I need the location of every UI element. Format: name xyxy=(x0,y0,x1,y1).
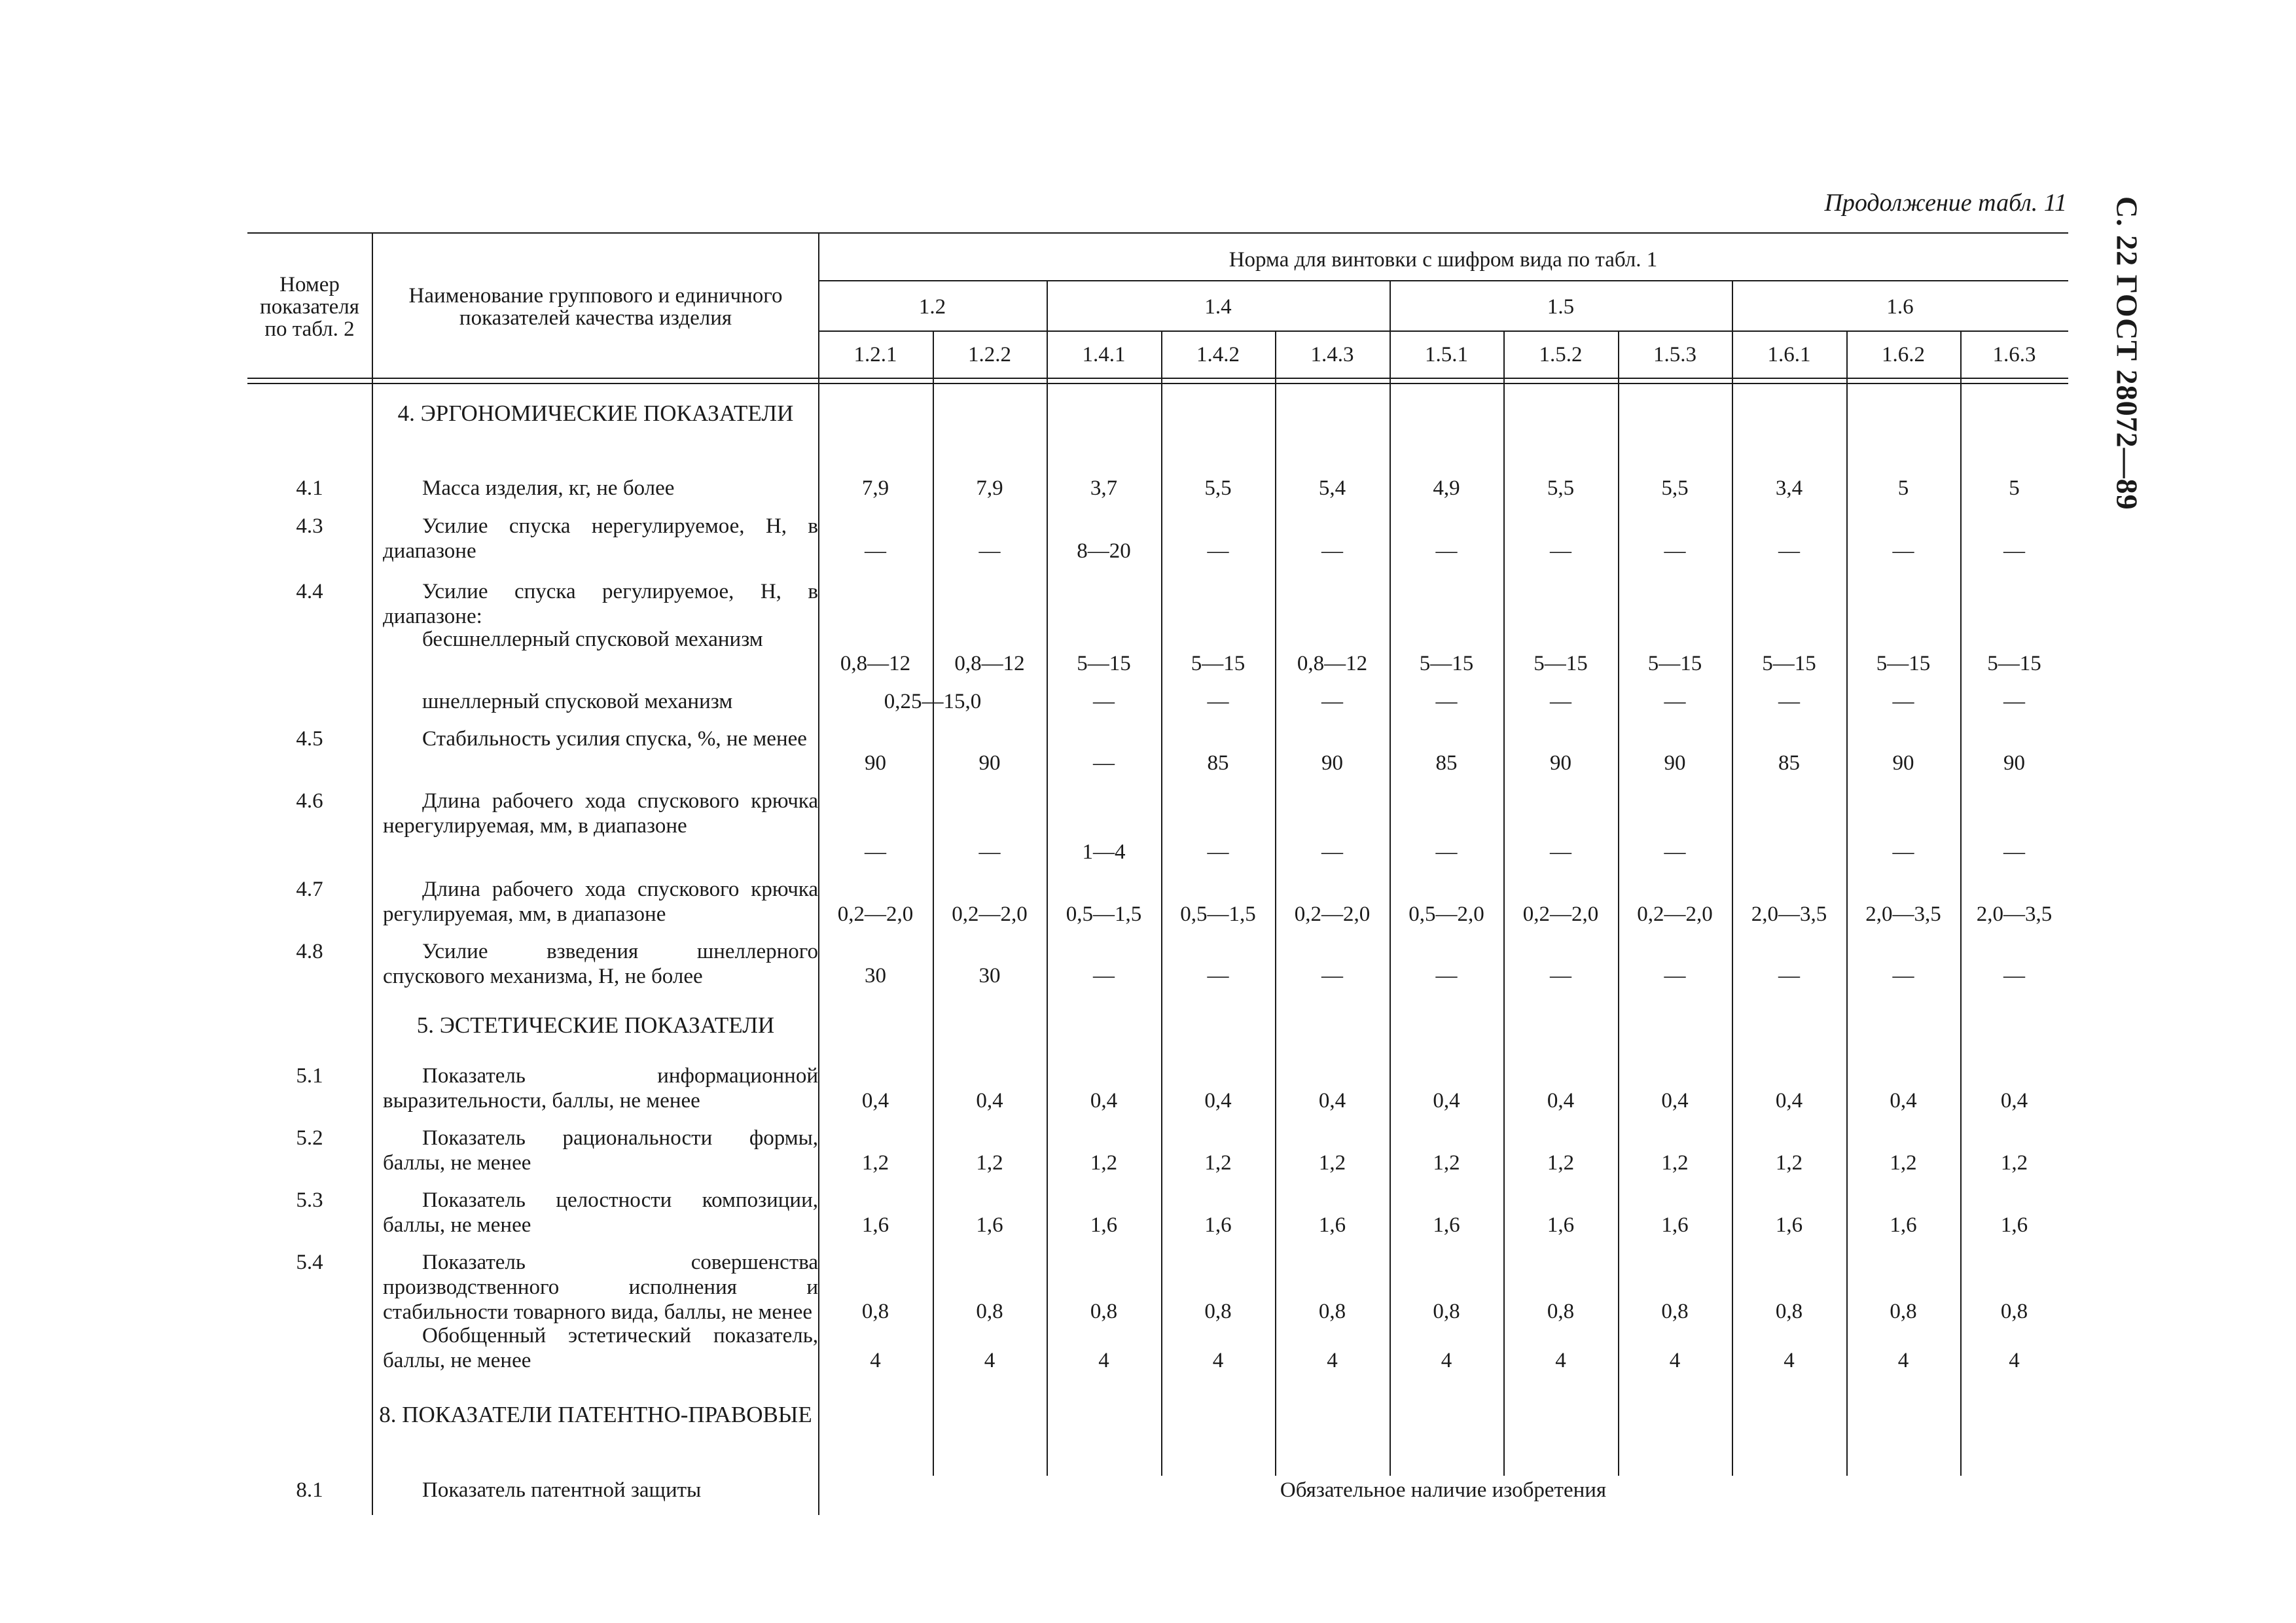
row-name: бесшнеллерный спусковой механизм xyxy=(422,628,763,651)
cell-value: 1,2 xyxy=(861,1151,889,1175)
cell-value: — xyxy=(1321,539,1343,563)
cell-value: 0,8 xyxy=(1661,1300,1689,1323)
cell-value: — xyxy=(978,539,1001,563)
cell-value: 85 xyxy=(1435,751,1458,775)
header-group-1.2: 1.2 xyxy=(918,295,946,319)
cell-value: 4 xyxy=(870,1349,881,1372)
cell-value: 1,2 xyxy=(976,1151,1003,1175)
cell-value: 0,4 xyxy=(1775,1089,1803,1113)
row-number: 5.2 xyxy=(296,1126,323,1150)
row-name: Масса изделия, кг, не более xyxy=(422,476,675,500)
cell-value: 1,6 xyxy=(976,1213,1003,1237)
cell-value: 0,4 xyxy=(1318,1089,1346,1113)
cell-value: 0,4 xyxy=(976,1089,1003,1113)
header-name-col: Наименование группового и единичного показателей качества изделия xyxy=(408,284,783,330)
cell-value: 0,2—2,0 xyxy=(1294,902,1371,926)
row-name: Показатель информационной выразительности, баллы, не менее xyxy=(383,1064,818,1113)
cell-value: — xyxy=(1435,840,1458,864)
row-number: 4.8 xyxy=(296,940,323,963)
merged-value: 0,25—15,0 xyxy=(884,690,982,713)
row-name: Показатель целостности композиции, баллы, не менее xyxy=(383,1188,818,1237)
cell-value: 0,4 xyxy=(1547,1089,1575,1113)
cell-value: — xyxy=(1778,690,1800,713)
cell-value: 0,4 xyxy=(1661,1089,1689,1113)
cell-value: 1,2 xyxy=(2000,1151,2028,1175)
cell-value: 5,4 xyxy=(1318,476,1346,500)
cell-value: — xyxy=(1892,690,1914,713)
cell-value: 0,8—12 xyxy=(840,652,911,675)
header-subcol: 1.4.1 xyxy=(1082,343,1126,366)
row-number: 4.7 xyxy=(296,878,323,901)
cell-value: 1,6 xyxy=(1433,1213,1460,1237)
cell-value: 5—15 xyxy=(1647,652,1702,675)
subcol-divider xyxy=(1960,332,1962,1476)
cell-value: 1,6 xyxy=(1547,1213,1575,1237)
row-number: 4.1 xyxy=(296,476,323,500)
cell-value: 1,2 xyxy=(1433,1151,1460,1175)
cell-value: 5,5 xyxy=(1547,476,1575,500)
cell-value: 0,2—2,0 xyxy=(952,902,1028,926)
section-title-ergonomic: 4. ЭРГОНОМИЧЕСКИЕ ПОКАЗАТЕЛИ xyxy=(397,401,794,426)
cell-value: 0,8 xyxy=(1090,1300,1118,1323)
cell-value: — xyxy=(865,840,886,864)
cell-value: 0,4 xyxy=(1090,1089,1118,1113)
cell-value: 2,0—3,5 xyxy=(1976,902,2053,926)
col-divider-name xyxy=(818,234,819,1515)
cell-value: — xyxy=(1550,539,1571,563)
cell-value: 0,8 xyxy=(1547,1300,1575,1323)
cell-value: 0,4 xyxy=(2000,1089,2028,1113)
header-bottom-rule-2 xyxy=(247,383,2068,384)
cell-value: 3,7 xyxy=(1090,476,1118,500)
cell-value: — xyxy=(1093,690,1115,713)
header-group-rule xyxy=(818,330,2068,332)
row-number: 4.4 xyxy=(296,580,323,603)
cell-value: 2,0—3,5 xyxy=(1751,902,1827,926)
cell-value: — xyxy=(1892,539,1914,563)
header-group-1.4: 1.4 xyxy=(1204,295,1232,319)
cell-value: 2,0—3,5 xyxy=(1865,902,1941,926)
cell-value: — xyxy=(1664,690,1686,713)
cell-value: 7,9 xyxy=(976,476,1003,500)
row-number: 4.5 xyxy=(296,727,323,751)
header-top-rule xyxy=(247,232,2068,234)
cell-value: — xyxy=(1207,539,1229,563)
cell-value: 5,5 xyxy=(1661,476,1689,500)
cell-value: 4 xyxy=(1555,1349,1566,1372)
cell-value: — xyxy=(1093,751,1115,775)
header-bottom-rule-1 xyxy=(247,378,2068,379)
cell-value: 1,2 xyxy=(1890,1151,1917,1175)
cell-value: 4 xyxy=(1212,1349,1224,1372)
cell-value: 5 xyxy=(2009,476,2020,500)
cell-value: 90 xyxy=(865,751,886,775)
header-number-col: Номер показателя по табл. 2 xyxy=(260,273,359,341)
cell-value: 0,5—1,5 xyxy=(1180,902,1256,926)
cell-value: 30 xyxy=(865,964,886,988)
row-name: Показатель совершенства производственного исполнения и стабильности товарного вида, баллы, не менее xyxy=(383,1251,818,1324)
header-subcol: 1.4.2 xyxy=(1196,343,1240,366)
cell-value: 1,2 xyxy=(1547,1151,1575,1175)
row-name: Обобщенный эстетический показатель, баллы, не менее xyxy=(383,1324,818,1372)
cell-value: 0,8 xyxy=(1775,1300,1803,1323)
cell-value: 0,8 xyxy=(1204,1300,1232,1323)
cell-value: 1,6 xyxy=(1890,1213,1917,1237)
cell-value: 5—15 xyxy=(1762,652,1816,675)
cell-value: — xyxy=(1550,690,1571,713)
cell-value: 0,8 xyxy=(1433,1300,1460,1323)
cell-value: 5—15 xyxy=(1987,652,2041,675)
cell-value: 90 xyxy=(978,751,1001,775)
cell-value: 85 xyxy=(1778,751,1800,775)
cell-value: 8—20 xyxy=(1077,539,1131,563)
cell-value: 1,6 xyxy=(1318,1213,1346,1237)
cell-value: — xyxy=(1892,964,1914,988)
cell-value: — xyxy=(1321,690,1343,713)
header-norm-rule xyxy=(818,280,2068,281)
subcol-divider xyxy=(1503,332,1505,1476)
subcol-divider xyxy=(1161,332,1162,1476)
cell-value: 0,8 xyxy=(861,1300,889,1323)
cell-value: 90 xyxy=(1550,751,1571,775)
subcol-divider xyxy=(1275,332,1276,1476)
row-name: Усилие спуска регулируемое, Н, в диапазоне: xyxy=(383,580,818,628)
header-subcol: 1.5.3 xyxy=(1653,343,1696,366)
cell-value: — xyxy=(1892,840,1914,864)
cell-value: — xyxy=(1435,964,1458,988)
cell-value: — xyxy=(1550,840,1571,864)
row-number: 4.3 xyxy=(296,514,323,538)
header-subcol: 1.4.3 xyxy=(1310,343,1354,366)
cell-value: 0,8 xyxy=(976,1300,1003,1323)
row-number: 4.6 xyxy=(296,789,323,813)
cell-value: 0,8 xyxy=(1890,1300,1917,1323)
row-number: 5.3 xyxy=(296,1188,323,1212)
cell-value: — xyxy=(1778,539,1800,563)
continuation-caption: Продолжение табл. 11 xyxy=(1824,189,2067,217)
cell-value: 4 xyxy=(1327,1349,1338,1372)
cell-value: 3,4 xyxy=(1775,476,1803,500)
cell-value: 4 xyxy=(1098,1349,1109,1372)
header-subcol: 1.6.3 xyxy=(1992,343,2036,366)
section-title-patent: 8. ПОКАЗАТЕЛИ ПАТЕНТНО-ПРАВОВЫЕ xyxy=(379,1402,812,1427)
cell-value: 4 xyxy=(984,1349,996,1372)
cell-value: 5 xyxy=(1897,476,1909,500)
header-subcol: 1.2.1 xyxy=(853,343,897,366)
cell-value: 4 xyxy=(1897,1349,1909,1372)
cell-value: 5—15 xyxy=(1419,652,1474,675)
row-name: Усилие взведения шнеллерного спускового механизма, Н, не более xyxy=(383,940,818,988)
cell-value: — xyxy=(1664,964,1686,988)
cell-value: 0,8—12 xyxy=(954,652,1025,675)
cell-value: 1,2 xyxy=(1090,1151,1118,1175)
cell-value: — xyxy=(1664,539,1686,563)
cell-value: 4,9 xyxy=(1433,476,1460,500)
cell-value: 4 xyxy=(1784,1349,1795,1372)
page-side-label xyxy=(2101,196,2153,537)
cell-value: 1,2 xyxy=(1661,1151,1689,1175)
section-title-aesthetic: 5. ЭСТЕТИЧЕСКИЕ ПОКАЗАТЕЛИ xyxy=(416,1012,775,1038)
cell-value: — xyxy=(978,840,1001,864)
cell-value: 4 xyxy=(2009,1349,2020,1372)
cell-value: 7,9 xyxy=(861,476,889,500)
cell-value: — xyxy=(1321,964,1343,988)
cell-value: — xyxy=(1778,964,1800,988)
cell-value: 0,4 xyxy=(861,1089,889,1113)
cell-value: 30 xyxy=(978,964,1001,988)
row-name: шнеллерный спусковой механизм xyxy=(422,690,733,713)
cell-value: 0,8 xyxy=(2000,1300,2028,1323)
cell-value: 1,2 xyxy=(1318,1151,1346,1175)
row-number: 8.1 xyxy=(296,1478,323,1502)
cell-value: — xyxy=(2003,539,2025,563)
cell-value: 0,2—2,0 xyxy=(1637,902,1713,926)
cell-value: — xyxy=(1435,690,1458,713)
cell-value: 5—15 xyxy=(1534,652,1588,675)
cell-value: 1,6 xyxy=(1661,1213,1689,1237)
subcol-divider xyxy=(1618,332,1619,1476)
row-name: Длина рабочего хода спускового крючка нерегулируемая, мм, в диапазоне xyxy=(383,789,818,838)
cell-value: 1,2 xyxy=(1204,1151,1232,1175)
group-divider xyxy=(1390,281,1391,1476)
merged-value: Обязательное наличие изобретения xyxy=(1280,1478,1607,1502)
cell-value: 90 xyxy=(1321,751,1343,775)
cell-value: — xyxy=(1207,690,1229,713)
cell-value: 1,6 xyxy=(1775,1213,1803,1237)
row-name: Показатель рациональности формы, баллы, не менее xyxy=(383,1126,818,1175)
cell-value: 1,2 xyxy=(1775,1151,1803,1175)
cell-value: 0,5—2,0 xyxy=(1408,902,1484,926)
cell-value: 1,6 xyxy=(2000,1213,2028,1237)
cell-value: 0,4 xyxy=(1204,1089,1232,1113)
cell-value: 1,6 xyxy=(1090,1213,1118,1237)
cell-value: 90 xyxy=(1664,751,1686,775)
cell-value: 0,8—12 xyxy=(1297,652,1368,675)
cell-value: 5—15 xyxy=(1191,652,1246,675)
cell-value: 85 xyxy=(1207,751,1229,775)
cell-value: 90 xyxy=(2003,751,2025,775)
header-subcol: 1.5.1 xyxy=(1425,343,1468,366)
cell-value: 5—15 xyxy=(1876,652,1931,675)
cell-value: — xyxy=(2003,840,2025,864)
cell-value: — xyxy=(2003,690,2025,713)
cell-value: — xyxy=(1550,964,1571,988)
header-group-1.5: 1.5 xyxy=(1547,295,1575,319)
side-label-text: С. 22 ГОСТ 28072—89 xyxy=(2110,196,2144,510)
cell-value: 0,8 xyxy=(1318,1300,1346,1323)
row-number: 5.4 xyxy=(296,1251,323,1274)
header-group-1.6: 1.6 xyxy=(1886,295,1914,319)
cell-value: 5—15 xyxy=(1077,652,1131,675)
cell-value: 4 xyxy=(1669,1349,1681,1372)
cell-value: 4 xyxy=(1441,1349,1452,1372)
cell-value: 0,4 xyxy=(1890,1089,1917,1113)
cell-value: 0,5—1,5 xyxy=(1066,902,1142,926)
cell-value: — xyxy=(1435,539,1458,563)
header-norm: Норма для винтовки с шифром вида по табл. 1 xyxy=(1229,248,1658,272)
cell-value: 0,2—2,0 xyxy=(1522,902,1599,926)
cell-value: — xyxy=(2003,964,2025,988)
cell-value: — xyxy=(1093,964,1115,988)
cell-value: 1—4 xyxy=(1082,840,1126,864)
cell-value: 0,4 xyxy=(1433,1089,1460,1113)
row-name: Усилие спуска нерегулируемое, Н, в диапазоне xyxy=(383,514,818,563)
group-divider xyxy=(1047,281,1048,1476)
cell-value: — xyxy=(865,539,886,563)
cell-value: — xyxy=(1321,840,1343,864)
header-subcol: 1.5.2 xyxy=(1539,343,1583,366)
cell-value: 1,6 xyxy=(1204,1213,1232,1237)
header-subcol: 1.6.2 xyxy=(1882,343,1925,366)
row-number: 5.1 xyxy=(296,1064,323,1088)
group-divider xyxy=(1732,281,1733,1476)
cell-value: 90 xyxy=(1892,751,1914,775)
cell-value: — xyxy=(1664,840,1686,864)
row-name: Стабильность усилия спуска, %, не менее xyxy=(422,727,807,751)
cell-value: 1,6 xyxy=(861,1213,889,1237)
row-name: Длина рабочего хода спускового крючка регулируемая, мм, в диапазоне xyxy=(383,878,818,926)
subcol-divider xyxy=(1846,332,1848,1476)
header-subcol: 1.2.2 xyxy=(968,343,1011,366)
cell-value: 5,5 xyxy=(1204,476,1232,500)
cell-value: 0,2—2,0 xyxy=(837,902,914,926)
row-name: Показатель патентной защиты xyxy=(422,1478,702,1502)
cell-value: — xyxy=(1207,840,1229,864)
subcol-divider xyxy=(933,332,934,1476)
header-subcol: 1.6.1 xyxy=(1767,343,1811,366)
cell-value: — xyxy=(1207,964,1229,988)
